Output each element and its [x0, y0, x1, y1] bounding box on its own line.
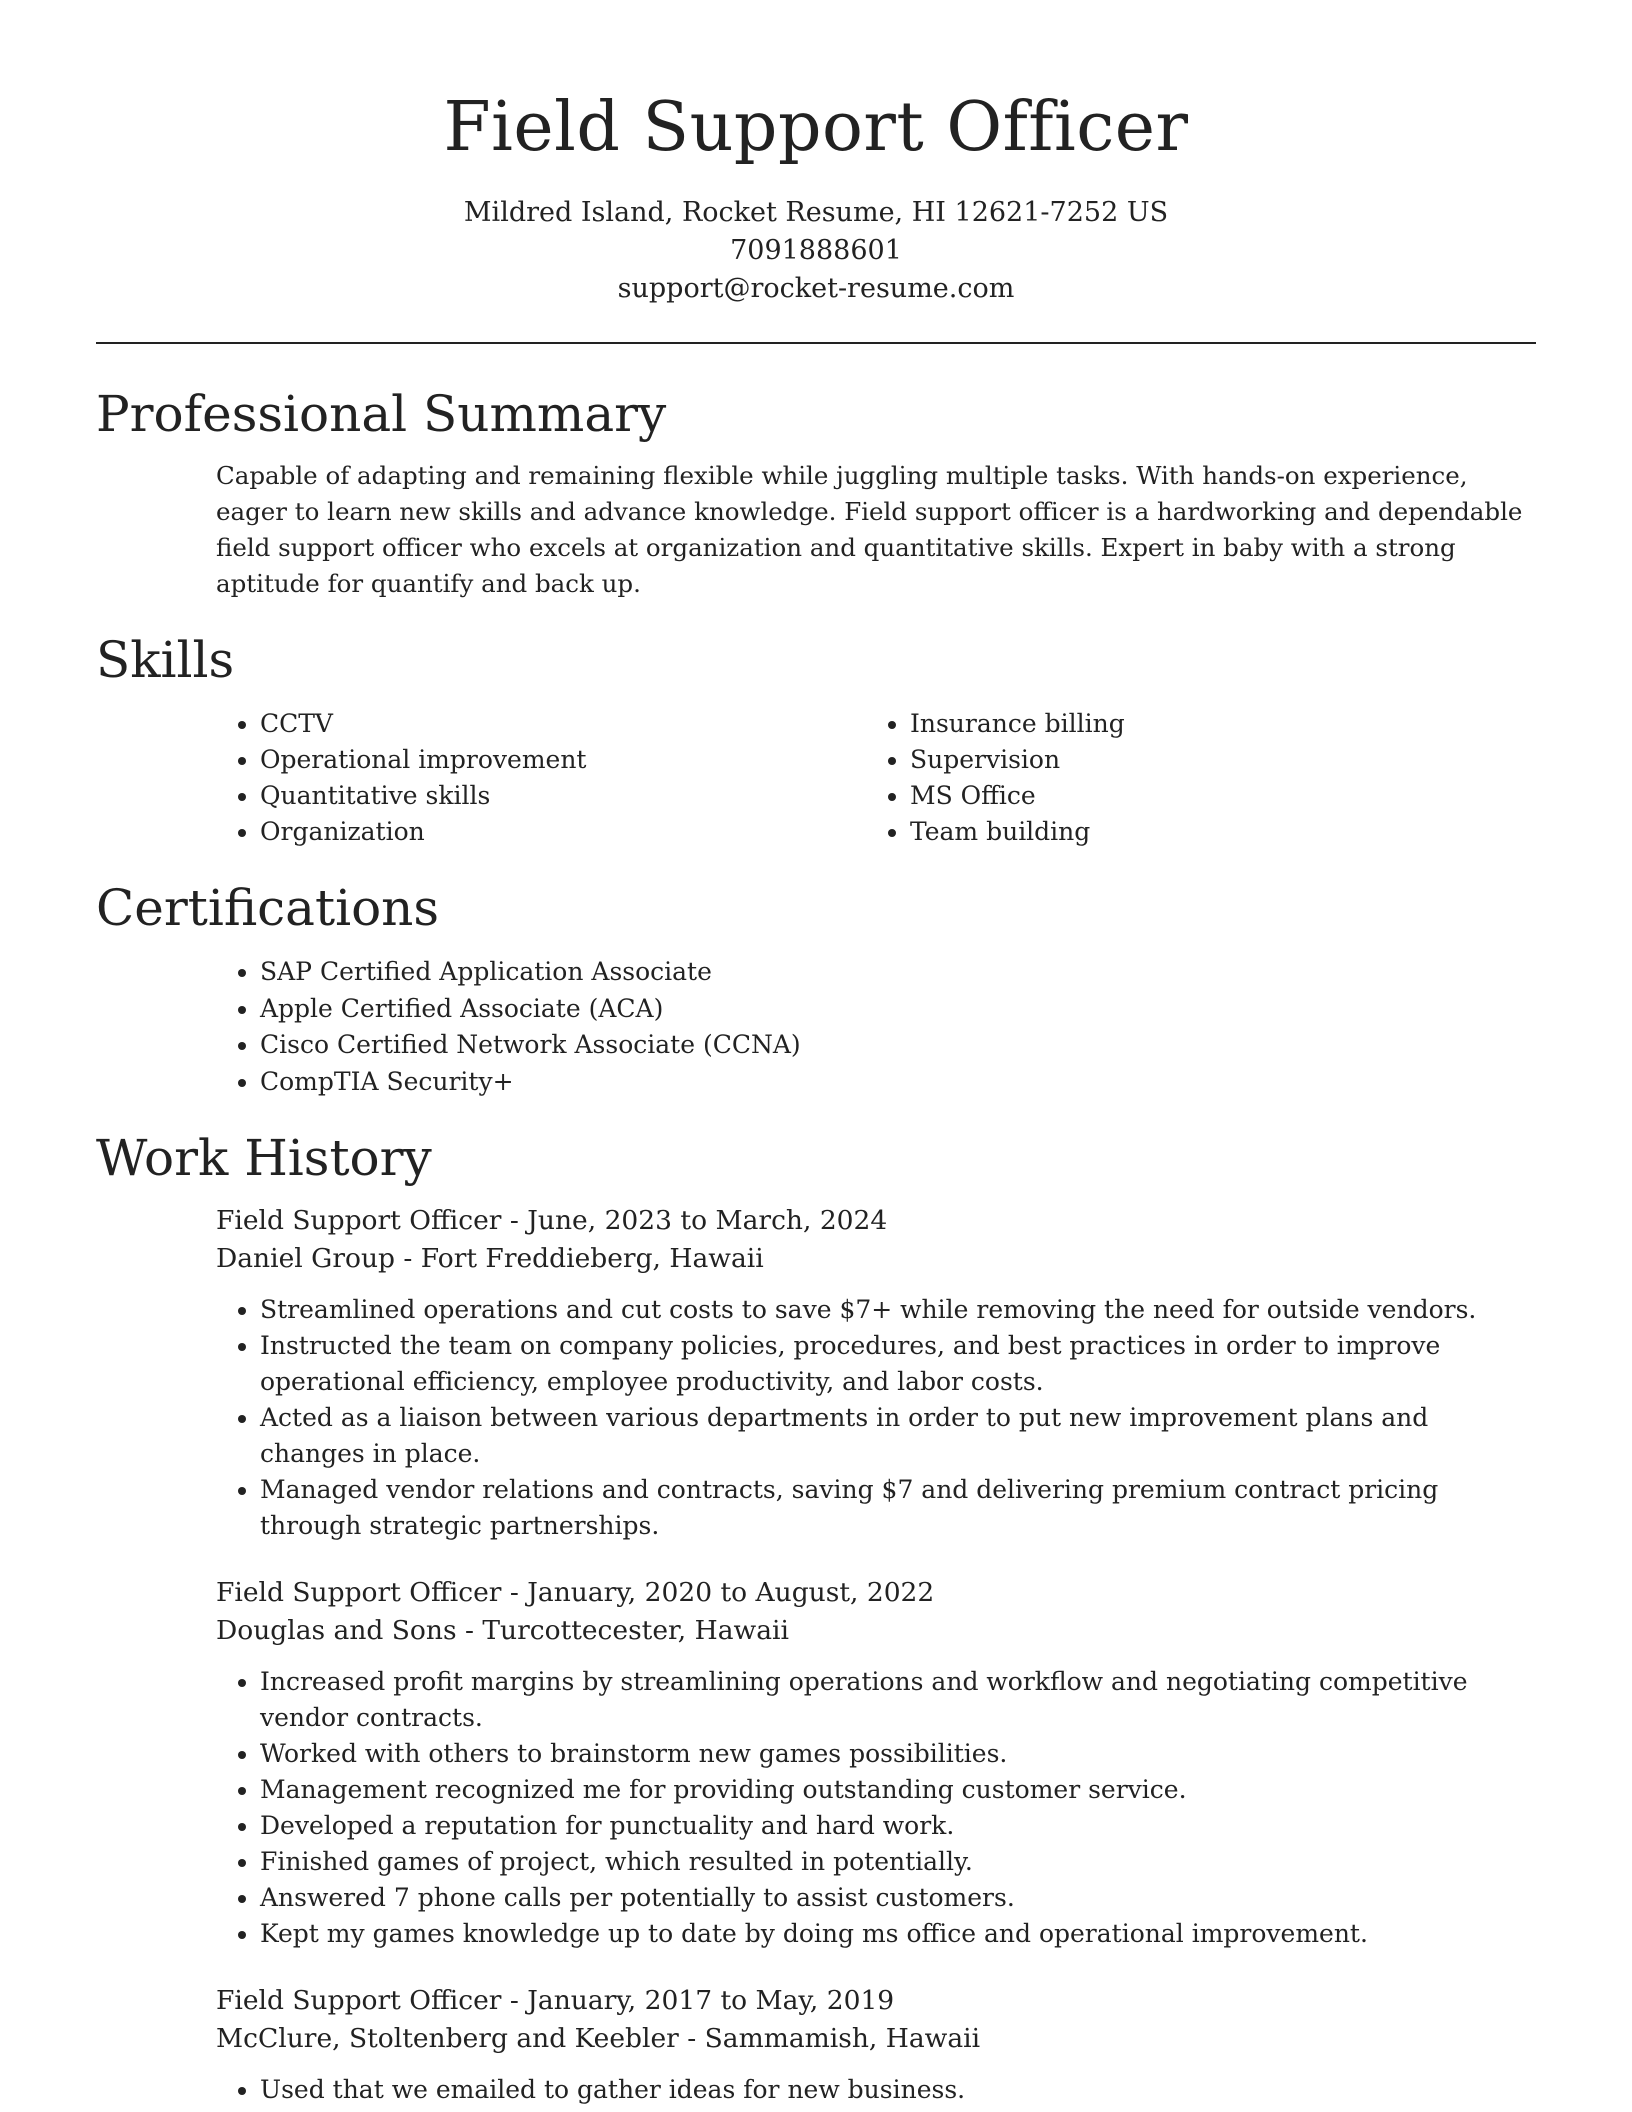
- certifications-heading: Certifications: [96, 879, 440, 937]
- skill-item: • Quantitative skills: [260, 778, 866, 814]
- certification-item: • SAP Certified Application Associate: [260, 954, 1536, 991]
- job-bullet: • Increased profit margins by streamlining operations and workflow and negotiating competitive vendor contracts.: [260, 1664, 1500, 1736]
- job-dates: - June, 2023 to March, 2024: [501, 1205, 888, 1236]
- skills-columns: [216, 706, 1536, 850]
- email: support@rocket-resume.com: [617, 273, 1015, 304]
- skills-column-left: [216, 706, 866, 850]
- job-title: Field Support Officer: [216, 1205, 502, 1236]
- job-title: Field Support Officer: [216, 1577, 502, 1608]
- skill-item: • Team building: [910, 814, 1516, 850]
- certification-item: • CompTIA Security+: [260, 1064, 1536, 1101]
- job-bullet: • Used that we emailed to gather ideas for new business.: [260, 2072, 1500, 2108]
- job-entry: [216, 1202, 1536, 1544]
- job-company: Daniel Group: [216, 1243, 395, 1274]
- summary-heading: Professional Summary: [96, 385, 667, 443]
- job-title-line: [216, 1574, 1536, 1612]
- resume-body: [96, 378, 1536, 2108]
- job-title: Field Support Officer: [216, 1985, 502, 2016]
- job-title-line: [216, 1202, 1536, 1240]
- job-entry: [216, 1982, 1536, 2108]
- phone: 7091888601: [730, 235, 902, 266]
- work-history-heading: Work History: [96, 1129, 432, 1187]
- job-entry: [216, 1574, 1536, 1952]
- job-bullet: • Developed a reputation for punctuality and hard work.: [260, 1808, 1500, 1844]
- skill-item: • MS Office: [910, 778, 1516, 814]
- job-dates: - January, 2020 to August, 2022: [501, 1577, 935, 1608]
- summary-section: [96, 378, 1536, 602]
- certification-item: • Apple Certified Associate (ACA): [260, 991, 1536, 1028]
- skill-item: • Operational improvement: [260, 742, 866, 778]
- job-company-line: [216, 1240, 1536, 1278]
- summary-text: Capable of adapting and remaining flexible while juggling multiple tasks. With hands-on experience, eager to learn new skills and advance knowledge. Field support officer is a hardworking and dependable field support officer who excels at organization and quantitative skills. Expert in baby with a strong aptitude for quantify and back up.: [216, 461, 1523, 598]
- skill-item: • Organization: [260, 814, 866, 850]
- job-bullet: • Kept my games knowledge up to date by doing ms office and operational improvement.: [260, 1916, 1500, 1952]
- work-history-section: [96, 1122, 1536, 2108]
- skill-item: • Insurance billing: [910, 706, 1516, 742]
- job-location: - Fort Freddieberg, Hawaii: [395, 1243, 764, 1274]
- candidate-name: Field Support Officer: [443, 88, 1189, 167]
- jobs-list: [96, 1202, 1536, 2108]
- job-bullets: [216, 2072, 1500, 2108]
- job-bullet: • Worked with others to brainstorm new games possibilities.: [260, 1736, 1500, 1772]
- certification-item: • Cisco Certified Network Associate (CCNA): [260, 1027, 1536, 1064]
- job-bullets: [216, 1292, 1500, 1544]
- job-bullet: • Finished games of project, which resulted in potentially.: [260, 1844, 1500, 1880]
- job-location: - Turcottecester, Hawaii: [456, 1615, 789, 1646]
- job-company-line: [216, 1612, 1536, 1650]
- contact-block: [0, 194, 1632, 308]
- certifications-section: [96, 872, 1536, 1100]
- job-bullet: • Management recognized me for providing outstanding customer service.: [260, 1772, 1500, 1808]
- address: Mildred Island, Rocket Resume, HI 12621-7252 US: [463, 197, 1169, 228]
- job-bullet: • Instructed the team on company policies, procedures, and best practices in order to improve operational efficiency, employee productivity, and labor costs.: [260, 1328, 1500, 1400]
- skill-item: • CCTV: [260, 706, 866, 742]
- header-divider: [96, 342, 1536, 344]
- skill-item: • Supervision: [910, 742, 1516, 778]
- job-bullets: [216, 1664, 1500, 1952]
- skills-heading: Skills: [96, 631, 235, 689]
- job-company: Douglas and Sons: [216, 1615, 457, 1646]
- job-bullet: • Acted as a liaison between various departments in order to put new improvement plans and changes in place.: [260, 1400, 1500, 1472]
- job-bullet: • Streamlined operations and cut costs to save $7+ while removing the need for outside vendors.: [260, 1292, 1500, 1328]
- job-bullet: • Answered 7 phone calls per potentially to assist customers.: [260, 1880, 1500, 1916]
- certifications-list: [216, 954, 1536, 1100]
- job-dates: - January, 2017 to May, 2019: [501, 1985, 895, 2016]
- skills-column-right: [866, 706, 1516, 850]
- job-company: McClure, Stoltenberg and Keebler: [216, 2023, 679, 2054]
- job-company-line: [216, 2020, 1536, 2058]
- skills-section: [96, 624, 1536, 850]
- resume-header: [0, 0, 1632, 308]
- job-location: - Sammamish, Hawaii: [678, 2023, 981, 2054]
- job-bullet: • Managed vendor relations and contracts, saving $7 and delivering premium contract pricing through strategic partnerships.: [260, 1472, 1500, 1544]
- job-title-line: [216, 1982, 1536, 2020]
